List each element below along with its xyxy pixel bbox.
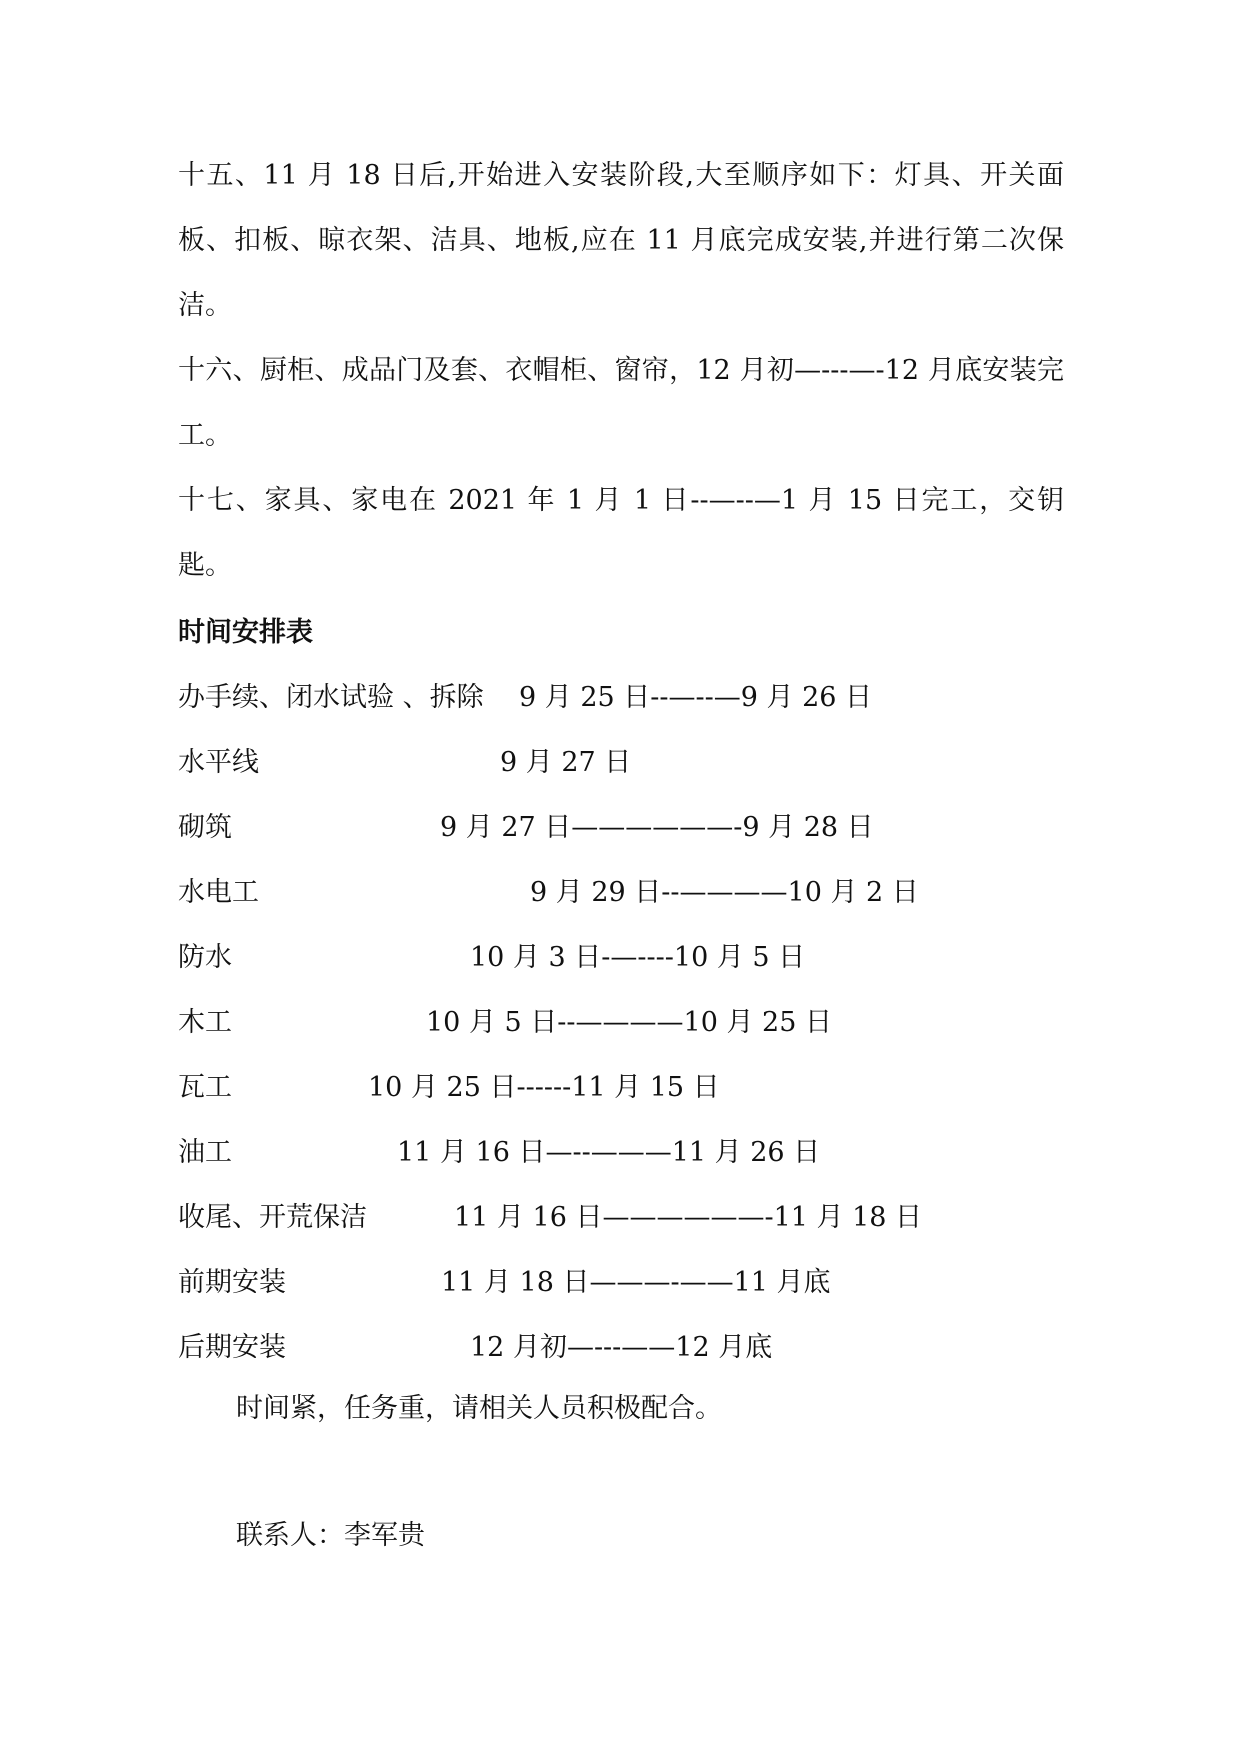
schedule-row — [178, 1315, 1058, 1380]
schedule-date: 11 月 18 日———-——11 月底 — [441, 1267, 831, 1298]
schedule-date: 11 月 16 日—--———11 月 26 日 — [397, 1137, 821, 1168]
schedule-row — [178, 1250, 1058, 1315]
contact-person: 联系人：李军贵 — [236, 1520, 425, 1551]
schedule-date: 9 月 29 日--————10 月 2 日 — [530, 877, 919, 908]
schedule-row — [178, 925, 1058, 990]
schedule-task: 后期安装 — [178, 1332, 286, 1363]
schedule-row — [178, 1185, 1058, 1250]
schedule-row — [178, 1120, 1058, 1185]
schedule-task: 木工 — [178, 1007, 232, 1038]
schedule-task: 水电工 — [178, 877, 259, 908]
paragraph-item-16: 十六、厨柜、成品门及套、衣帽柜、窗帘，12 月初—---—-12 月底安装完工。 — [178, 355, 1064, 451]
schedule-date: 10 月 25 日------11 月 15 日 — [368, 1072, 720, 1103]
schedule-row — [178, 860, 1058, 925]
schedule-task: 收尾、开荒保洁 — [178, 1202, 367, 1233]
paragraph-item-17: 十七、家具、家电在 2021 年 1 月 1 日--—--—1 月 15 日完工，交钥匙。 — [178, 485, 1064, 581]
schedule-task: 水平线 — [178, 747, 259, 778]
schedule-row — [178, 1055, 1058, 1120]
schedule-task: 防水 — [178, 942, 232, 973]
schedule-title: 时间安排表 — [178, 617, 313, 648]
schedule-row — [178, 665, 1058, 730]
closing-note: 时间紧，任务重，请相关人员积极配合。 — [236, 1393, 722, 1424]
schedule-task: 办手续、闭水试验 、拆除 — [178, 682, 484, 713]
schedule-task: 前期安装 — [178, 1267, 286, 1298]
schedule-task: 瓦工 — [178, 1072, 232, 1103]
schedule-date: 9 月 27 日 — [500, 747, 632, 778]
schedule-row — [178, 730, 1058, 795]
schedule-date: 10 月 5 日--————10 月 25 日 — [426, 1007, 832, 1038]
schedule-row — [178, 795, 1058, 860]
schedule-date: 9 月 25 日--—--—9 月 26 日 — [519, 682, 873, 713]
schedule-date: 12 月初—---——12 月底 — [470, 1332, 773, 1363]
schedule-task: 砌筑 — [178, 812, 232, 843]
schedule-date: 11 月 16 日——————-11 月 18 日 — [454, 1202, 923, 1233]
schedule-task: 油工 — [178, 1137, 232, 1168]
schedule-date: 9 月 27 日——————-9 月 28 日 — [440, 812, 874, 843]
schedule-date: 10 月 3 日-—----10 月 5 日 — [470, 942, 806, 973]
schedule-row — [178, 990, 1058, 1055]
paragraph-item-15: 十五、11 月 18 日后,开始进入安装阶段,大至顺序如下：灯具、开关面板、扣板、晾衣架、洁具、地板,应在 11 月底完成安装,并进行第二次保洁。 — [178, 160, 1064, 321]
